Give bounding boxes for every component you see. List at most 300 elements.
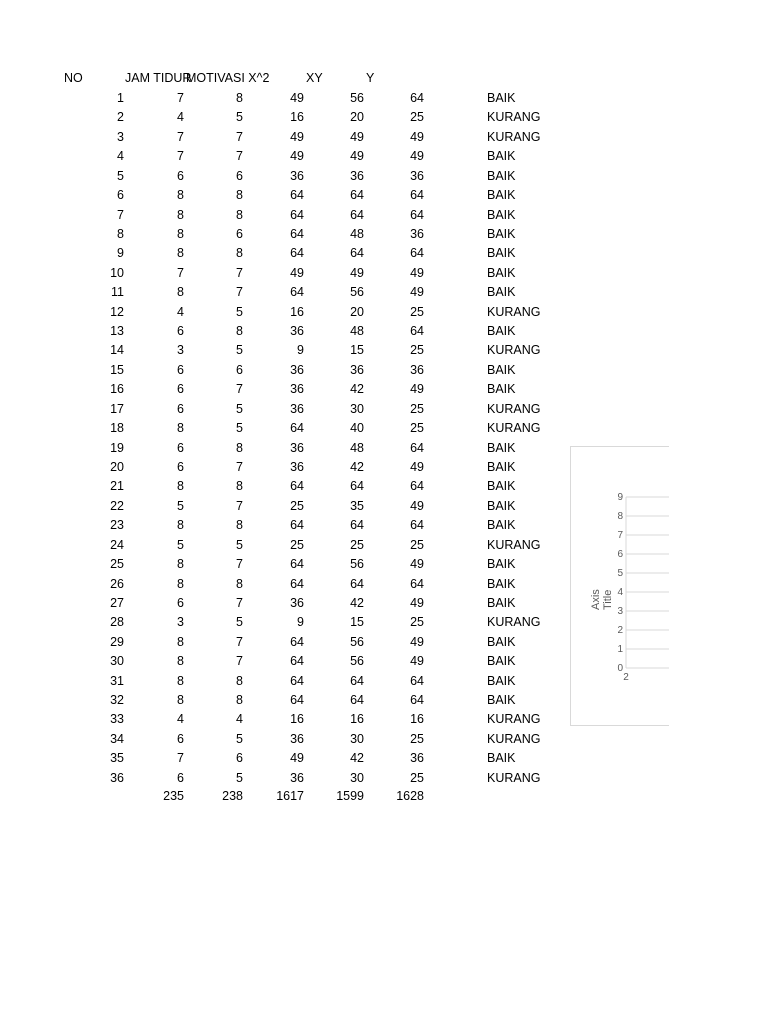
cell-no: 1 xyxy=(117,91,124,105)
cell-y: 36 xyxy=(410,751,424,766)
cell-y: 49 xyxy=(410,654,424,669)
cell-no: 14 xyxy=(110,343,124,358)
cell-xy: 64 xyxy=(350,479,364,494)
cell-xy: 30 xyxy=(350,401,364,416)
cell-jam-tidur: 3 xyxy=(177,343,184,358)
cell-jam-tidur: 3 xyxy=(177,615,184,630)
cell-no: 29 xyxy=(110,634,124,649)
header-motivasi xyxy=(186,69,269,88)
cell-motivasi: 8 xyxy=(236,693,243,708)
cell-jam-tidur: 6 xyxy=(177,459,184,474)
cell-no: 5 xyxy=(117,168,124,183)
total-motivasi: 238 xyxy=(222,789,243,803)
cell-jam-tidur: 8 xyxy=(177,518,184,533)
cell-motivasi: 6 xyxy=(236,751,243,766)
cell-jam-tidur: 6 xyxy=(177,362,184,377)
table-row xyxy=(0,89,768,108)
cell-no: 24 xyxy=(110,537,124,552)
cell-x2: 64 xyxy=(290,654,304,669)
cell-motivasi: 7 xyxy=(236,382,243,397)
cell-motivasi: 8 xyxy=(236,246,243,261)
cell-category: BAIK xyxy=(487,576,516,591)
cell-x2: 36 xyxy=(290,595,304,610)
cell-jam-tidur: 7 xyxy=(177,91,184,105)
embedded-chart[interactable] xyxy=(570,446,669,726)
table-row xyxy=(0,769,768,788)
cell-y: 49 xyxy=(410,557,424,572)
cell-jam-tidur: 8 xyxy=(177,421,184,436)
table-row xyxy=(0,419,768,438)
cell-x2: 25 xyxy=(290,498,304,513)
cell-jam-tidur: 8 xyxy=(177,634,184,649)
cell-category: BAIK xyxy=(487,285,516,300)
cell-x2: 49 xyxy=(290,265,304,280)
cell-motivasi: 5 xyxy=(236,421,243,436)
y-tick-label: 9 xyxy=(617,492,623,503)
cell-x2: 64 xyxy=(290,673,304,688)
cell-motivasi: 7 xyxy=(236,129,243,144)
cell-category: BAIK xyxy=(487,168,516,183)
cell-y: 49 xyxy=(410,595,424,610)
cell-x2: 16 xyxy=(290,712,304,727)
cell-y: 49 xyxy=(410,382,424,397)
cell-y: 49 xyxy=(410,129,424,144)
cell-x2: 49 xyxy=(290,149,304,164)
table-row xyxy=(0,730,768,749)
cell-x2: 64 xyxy=(290,576,304,591)
cell-y: 49 xyxy=(410,459,424,474)
cell-no: 7 xyxy=(117,207,124,222)
header-x2: X^2 xyxy=(248,71,270,85)
cell-jam-tidur: 8 xyxy=(177,576,184,591)
cell-y: 25 xyxy=(410,401,424,416)
cell-no: 11 xyxy=(111,285,124,300)
header-motivasi-label: MOTIVASI xyxy=(186,71,245,85)
cell-x2: 36 xyxy=(290,382,304,397)
cell-x2: 16 xyxy=(290,110,304,125)
cell-y: 36 xyxy=(410,226,424,241)
cell-y: 36 xyxy=(410,168,424,183)
cell-x2: 49 xyxy=(290,129,304,144)
cell-category: BAIK xyxy=(487,324,516,339)
cell-category: BAIK xyxy=(487,188,516,203)
cell-xy: 16 xyxy=(350,712,364,727)
cell-jam-tidur: 6 xyxy=(177,440,184,455)
cell-xy: 48 xyxy=(350,440,364,455)
cell-xy: 56 xyxy=(350,285,364,300)
cell-jam-tidur: 5 xyxy=(177,498,184,513)
cell-no: 3 xyxy=(117,129,124,144)
cell-motivasi: 6 xyxy=(236,362,243,377)
cell-x2: 64 xyxy=(290,188,304,203)
cell-xy: 42 xyxy=(350,595,364,610)
cell-motivasi: 6 xyxy=(236,168,243,183)
cell-motivasi: 8 xyxy=(236,91,243,105)
cell-category: BAIK xyxy=(487,654,516,669)
cell-motivasi: 5 xyxy=(236,343,243,358)
cell-x2: 25 xyxy=(290,537,304,552)
cell-y: 64 xyxy=(410,518,424,533)
cell-motivasi: 8 xyxy=(236,188,243,203)
cell-jam-tidur: 4 xyxy=(177,110,184,125)
cell-x2: 49 xyxy=(290,91,304,105)
cell-category: KURANG xyxy=(487,304,541,319)
cell-y: 49 xyxy=(410,149,424,164)
cell-y: 64 xyxy=(410,673,424,688)
cell-jam-tidur: 7 xyxy=(177,265,184,280)
cell-category: BAIK xyxy=(487,751,516,766)
cell-category: KURANG xyxy=(487,401,541,416)
cell-jam-tidur: 6 xyxy=(177,770,184,785)
cell-no: 33 xyxy=(110,712,124,727)
cell-jam-tidur: 8 xyxy=(177,557,184,572)
cell-no: 6 xyxy=(117,188,124,203)
cell-x2: 49 xyxy=(290,751,304,766)
cell-x2: 64 xyxy=(290,246,304,261)
cell-xy: 49 xyxy=(350,265,364,280)
cell-x2: 16 xyxy=(290,304,304,319)
cell-jam-tidur: 7 xyxy=(177,751,184,766)
cell-no: 22 xyxy=(110,498,124,513)
cell-jam-tidur: 6 xyxy=(177,382,184,397)
header-xy: XY xyxy=(306,71,323,85)
cell-xy: 36 xyxy=(350,362,364,377)
cell-category: BAIK xyxy=(487,246,516,261)
cell-motivasi: 7 xyxy=(236,634,243,649)
y-tick-label: 7 xyxy=(617,530,623,541)
cell-x2: 64 xyxy=(290,634,304,649)
cell-x2: 9 xyxy=(297,615,304,630)
cell-no: 19 xyxy=(110,440,124,455)
total-y: 1628 xyxy=(396,789,424,803)
cell-jam-tidur: 8 xyxy=(177,246,184,261)
cell-x2: 36 xyxy=(290,770,304,785)
cell-jam-tidur: 6 xyxy=(177,324,184,339)
header-y: Y xyxy=(366,71,375,85)
cell-x2: 9 xyxy=(297,343,304,358)
y-tick-label: 1 xyxy=(617,644,623,655)
cell-motivasi: 5 xyxy=(236,110,243,125)
header-row xyxy=(0,69,768,88)
cell-xy: 64 xyxy=(350,673,364,688)
cell-y: 36 xyxy=(410,362,424,377)
cell-motivasi: 8 xyxy=(236,673,243,688)
cell-no: 27 xyxy=(110,595,124,610)
cell-category: BAIK xyxy=(487,595,516,610)
cell-y: 49 xyxy=(410,634,424,649)
table-row xyxy=(0,206,768,225)
cell-category: BAIK xyxy=(487,440,516,455)
cell-category: KURANG xyxy=(487,343,541,358)
cell-xy: 64 xyxy=(350,207,364,222)
cell-category: BAIK xyxy=(487,634,516,649)
cell-y: 64 xyxy=(410,324,424,339)
cell-xy: 48 xyxy=(350,324,364,339)
cell-xy: 20 xyxy=(350,110,364,125)
cell-x2: 64 xyxy=(290,285,304,300)
cell-category: BAIK xyxy=(487,91,516,105)
cell-y: 25 xyxy=(410,110,424,125)
cell-category: BAIK xyxy=(487,149,516,164)
cell-category: KURANG xyxy=(487,421,541,436)
cell-xy: 64 xyxy=(350,188,364,203)
cell-no: 21 xyxy=(110,479,124,494)
cell-category: BAIK xyxy=(487,207,516,222)
cell-motivasi: 8 xyxy=(236,324,243,339)
cell-jam-tidur: 6 xyxy=(177,168,184,183)
cell-jam-tidur: 8 xyxy=(177,207,184,222)
table-row xyxy=(0,264,768,283)
cell-xy: 42 xyxy=(350,751,364,766)
cell-motivasi: 8 xyxy=(236,440,243,455)
cell-no: 28 xyxy=(110,615,124,630)
table-row xyxy=(0,341,768,360)
cell-motivasi: 5 xyxy=(236,770,243,785)
cell-xy: 49 xyxy=(350,129,364,144)
cell-jam-tidur: 8 xyxy=(177,226,184,241)
cell-category: BAIK xyxy=(487,226,516,241)
table-row xyxy=(0,749,768,768)
table-row xyxy=(0,167,768,186)
totals-row xyxy=(0,787,768,806)
header-no: NO xyxy=(64,71,83,85)
y-tick-label: 3 xyxy=(617,606,623,617)
cell-category: KURANG xyxy=(487,615,541,630)
total-xy: 1599 xyxy=(336,789,364,803)
chart-plot xyxy=(571,447,669,725)
cell-category: BAIK xyxy=(487,673,516,688)
cell-category: BAIK xyxy=(487,693,516,708)
table-row xyxy=(0,147,768,166)
cell-xy: 48 xyxy=(350,226,364,241)
cell-motivasi: 7 xyxy=(236,654,243,669)
cell-y: 25 xyxy=(410,770,424,785)
cell-motivasi: 7 xyxy=(236,265,243,280)
cell-motivasi: 7 xyxy=(236,498,243,513)
cell-xy: 49 xyxy=(350,149,364,164)
cell-motivasi: 5 xyxy=(236,304,243,319)
cell-xy: 20 xyxy=(350,304,364,319)
cell-xy: 15 xyxy=(350,343,364,358)
cell-motivasi: 8 xyxy=(236,518,243,533)
cell-jam-tidur: 8 xyxy=(177,479,184,494)
cell-x2: 64 xyxy=(290,226,304,241)
cell-no: 36 xyxy=(110,770,124,785)
cell-no: 26 xyxy=(110,576,124,591)
cell-no: 35 xyxy=(110,751,124,766)
cell-y: 49 xyxy=(410,265,424,280)
cell-category: BAIK xyxy=(487,362,516,377)
cell-motivasi: 5 xyxy=(236,615,243,630)
table-row xyxy=(0,283,768,302)
cell-jam-tidur: 8 xyxy=(177,673,184,688)
cell-y: 64 xyxy=(410,693,424,708)
cell-y: 25 xyxy=(410,731,424,746)
cell-jam-tidur: 6 xyxy=(177,731,184,746)
header-jam-tidur: JAM TIDUR xyxy=(125,71,192,85)
cell-xy: 15 xyxy=(350,615,364,630)
cell-category: BAIK xyxy=(487,557,516,572)
cell-no: 18 xyxy=(110,421,124,436)
table-row xyxy=(0,128,768,147)
table-row xyxy=(0,361,768,380)
cell-y: 64 xyxy=(410,91,424,105)
cell-motivasi: 5 xyxy=(236,537,243,552)
y-tick-label: 0 xyxy=(617,663,623,674)
cell-no: 20 xyxy=(110,459,124,474)
y-tick-label: 4 xyxy=(617,587,623,598)
table-row xyxy=(0,380,768,399)
cell-no: 13 xyxy=(110,324,124,339)
cell-x2: 36 xyxy=(290,459,304,474)
cell-motivasi: 5 xyxy=(236,731,243,746)
cell-jam-tidur: 8 xyxy=(177,285,184,300)
cell-xy: 56 xyxy=(350,91,364,105)
cell-xy: 36 xyxy=(350,168,364,183)
cell-no: 16 xyxy=(110,382,124,397)
cell-no: 25 xyxy=(110,557,124,572)
cell-jam-tidur: 8 xyxy=(177,188,184,203)
cell-xy: 40 xyxy=(350,421,364,436)
y-tick-label: 2 xyxy=(617,625,623,636)
cell-jam-tidur: 6 xyxy=(177,595,184,610)
cell-motivasi: 7 xyxy=(236,285,243,300)
cell-no: 2 xyxy=(117,110,124,125)
cell-y: 64 xyxy=(410,479,424,494)
cell-category: BAIK xyxy=(487,382,516,397)
cell-no: 12 xyxy=(110,304,124,319)
cell-y: 49 xyxy=(410,285,424,300)
cell-jam-tidur: 5 xyxy=(177,537,184,552)
cell-no: 34 xyxy=(110,731,124,746)
cell-jam-tidur: 8 xyxy=(177,693,184,708)
cell-category: KURANG xyxy=(487,110,541,125)
cell-xy: 42 xyxy=(350,382,364,397)
cell-no: 10 xyxy=(110,265,124,280)
cell-category: KURANG xyxy=(487,712,541,727)
cell-motivasi: 7 xyxy=(236,149,243,164)
table-row xyxy=(0,186,768,205)
cell-x2: 36 xyxy=(290,440,304,455)
cell-y: 64 xyxy=(410,207,424,222)
cell-category: KURANG xyxy=(487,129,541,144)
cell-category: KURANG xyxy=(487,770,541,785)
table-row xyxy=(0,400,768,419)
y-tick-label: 5 xyxy=(617,568,623,579)
cell-x2: 64 xyxy=(290,693,304,708)
cell-category: BAIK xyxy=(487,518,516,533)
table-row xyxy=(0,108,768,127)
total-x2: 1617 xyxy=(276,789,304,803)
cell-x2: 64 xyxy=(290,479,304,494)
cell-xy: 30 xyxy=(350,731,364,746)
cell-y: 25 xyxy=(410,304,424,319)
cell-xy: 64 xyxy=(350,246,364,261)
cell-no: 17 xyxy=(110,401,124,416)
cell-jam-tidur: 7 xyxy=(177,149,184,164)
cell-y: 16 xyxy=(410,712,424,727)
cell-x2: 64 xyxy=(290,557,304,572)
y-axis-title: Axis Title xyxy=(590,589,614,610)
cell-y: 25 xyxy=(410,615,424,630)
cell-no: 32 xyxy=(110,693,124,708)
cell-category: BAIK xyxy=(487,265,516,280)
cell-x2: 36 xyxy=(290,362,304,377)
cell-no: 4 xyxy=(117,149,124,164)
cell-x2: 36 xyxy=(290,401,304,416)
cell-jam-tidur: 7 xyxy=(177,129,184,144)
cell-no: 31 xyxy=(110,673,124,688)
cell-category: BAIK xyxy=(487,459,516,474)
cell-xy: 25 xyxy=(350,537,364,552)
cell-category: BAIK xyxy=(487,479,516,494)
table-row xyxy=(0,225,768,244)
cell-no: 15 xyxy=(110,362,124,377)
table-row xyxy=(0,322,768,341)
cell-y: 64 xyxy=(410,440,424,455)
y-tick-label: 6 xyxy=(617,549,623,560)
cell-y: 25 xyxy=(410,343,424,358)
cell-xy: 64 xyxy=(350,693,364,708)
cell-x2: 36 xyxy=(290,731,304,746)
cell-y: 25 xyxy=(410,421,424,436)
cell-no: 9 xyxy=(117,246,124,261)
cell-jam-tidur: 8 xyxy=(177,654,184,669)
cell-no: 23 xyxy=(110,518,124,533)
cell-category: BAIK xyxy=(487,498,516,513)
cell-motivasi: 8 xyxy=(236,207,243,222)
cell-xy: 56 xyxy=(350,654,364,669)
cell-y: 64 xyxy=(410,576,424,591)
cell-motivasi: 6 xyxy=(236,226,243,241)
cell-x2: 64 xyxy=(290,421,304,436)
cell-xy: 56 xyxy=(350,557,364,572)
cell-jam-tidur: 4 xyxy=(177,712,184,727)
cell-motivasi: 4 xyxy=(236,712,243,727)
y-tick-label: 8 xyxy=(617,511,623,522)
cell-xy: 42 xyxy=(350,459,364,474)
cell-motivasi: 7 xyxy=(236,557,243,572)
cell-xy: 35 xyxy=(350,498,364,513)
cell-xy: 30 xyxy=(350,770,364,785)
table-row xyxy=(0,303,768,322)
cell-x2: 36 xyxy=(290,324,304,339)
total-jam-tidur: 235 xyxy=(163,789,184,803)
table-row xyxy=(0,244,768,263)
cell-x2: 36 xyxy=(290,168,304,183)
cell-category: KURANG xyxy=(487,731,541,746)
cell-category: KURANG xyxy=(487,537,541,552)
cell-motivasi: 7 xyxy=(236,459,243,474)
cell-no: 8 xyxy=(117,226,124,241)
cell-y: 64 xyxy=(410,246,424,261)
cell-x2: 64 xyxy=(290,207,304,222)
cell-y: 49 xyxy=(410,498,424,513)
cell-jam-tidur: 4 xyxy=(177,304,184,319)
cell-motivasi: 5 xyxy=(236,401,243,416)
cell-no: 30 xyxy=(110,654,124,669)
cell-xy: 64 xyxy=(350,518,364,533)
cell-xy: 64 xyxy=(350,576,364,591)
cell-y: 25 xyxy=(410,537,424,552)
cell-y: 64 xyxy=(410,188,424,203)
x-tick-label: 2 xyxy=(623,672,629,683)
cell-motivasi: 8 xyxy=(236,479,243,494)
cell-x2: 64 xyxy=(290,518,304,533)
cell-motivasi: 7 xyxy=(236,595,243,610)
cell-jam-tidur: 6 xyxy=(177,401,184,416)
cell-motivasi: 8 xyxy=(236,576,243,591)
